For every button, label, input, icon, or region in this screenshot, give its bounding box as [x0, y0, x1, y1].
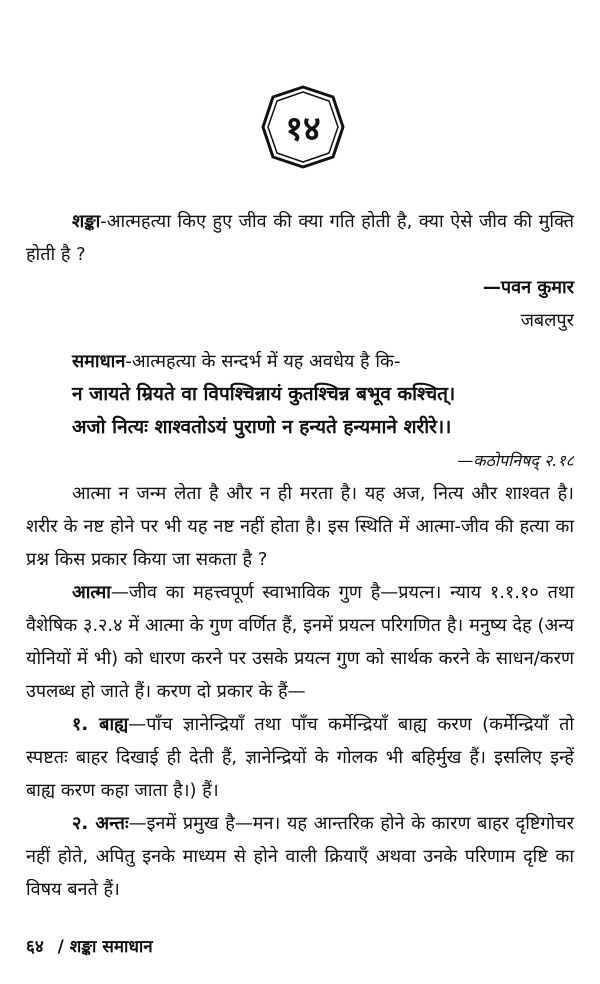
para2-label: आत्मा	[72, 582, 111, 603]
answer-paragraph-1: आत्मा न जन्म लेता है और न ही मरता है। यह अज, नित्य और शाश्वत है। शरीर के नष्ट होने पर भी यह नष्ट नहीं होता है। इस स्थिति में आत्मा-जीव की हत्या का प्रश्न किस प्रकार किया जा सकता है ?	[26, 483, 574, 570]
answer-intro-paragraph	[26, 345, 574, 378]
item1-text: —पाँच ज्ञानेन्द्रियाँ तथा पाँच कर्मेन्द्रियाँ बाह्य करण (कर्मेन्द्रियाँ तो स्पष्टतः बाहर दिखाई ही देती हैं, ज्ञानेन्द्रियों के गोलक भी बहिर्मुख हैं। इसलिए इन्हें बाह्य करण कहा जाता है।) हैं।	[26, 714, 574, 801]
answer-paragraph-2	[26, 576, 574, 708]
page-footer	[26, 934, 153, 957]
page-content	[26, 205, 574, 906]
verse-line-2: अजो नित्यः शाश्वतोऽयं पुराणो न हन्यते हन्यमाने शरीरे।।	[72, 416, 452, 438]
question-paragraph	[26, 205, 574, 271]
chapter-badge	[260, 84, 346, 170]
para2-text: —जीव का महत्त्वपूर्ण स्वाभाविक गुण है—प्रयत्न। न्याय १.१.१० तथा वैशेषिक ३.२.४ में आत्मा के गुण वर्णित हैं, इनमें प्रयत्न परिगणित है। मनुष्य देह (अन्य योनियों में भी) को धारण करने पर उसके प्रयत्न गुण को सार्थक करने के साधन/करण उपलब्ध हो जाते हैं। करण दो प्रकार के हैं—	[26, 582, 574, 702]
verse-source: —कठोपनिषद् २.१८	[457, 451, 574, 470]
answer-label: समाधान	[72, 351, 126, 372]
answer-intro: -आत्महत्या के सन्दर्भ में यह अवधेय है कि-	[125, 351, 401, 372]
page-number: ६४	[26, 937, 44, 957]
question-text: -आत्महत्या किए हुए जीव की क्या गति होती है, क्या ऐसे जीव की मुक्ति होती है ?	[26, 211, 574, 265]
answer-item-2	[26, 807, 574, 906]
item2-label: २. अन्तः	[72, 813, 129, 834]
book-title: / शङ्का समाधान	[57, 937, 153, 957]
answer-item-1	[26, 708, 574, 807]
question-place: जबलपुर	[520, 310, 574, 331]
verse-line-1: न जायते म्रियते वा विपश्चिन्नायं कुतश्चिन्न बभूव कश्चित्।	[72, 383, 456, 405]
question-author: —पवन कुमार	[482, 277, 574, 298]
chapter-number: १४	[285, 109, 321, 149]
item2-text: —इनमें प्रमुख है—मन। यह आन्तरिक होने के कारण बाहर दृष्टिगोचर नहीं होते, अपितु इनके माध्यम से होने वाली क्रियाएँ अथवा उनके परिणाम दृष्टि का विषय बनते हैं।	[26, 813, 575, 900]
question-label: शङ्का	[72, 211, 101, 232]
item1-label: १. बाह्य	[72, 714, 129, 735]
